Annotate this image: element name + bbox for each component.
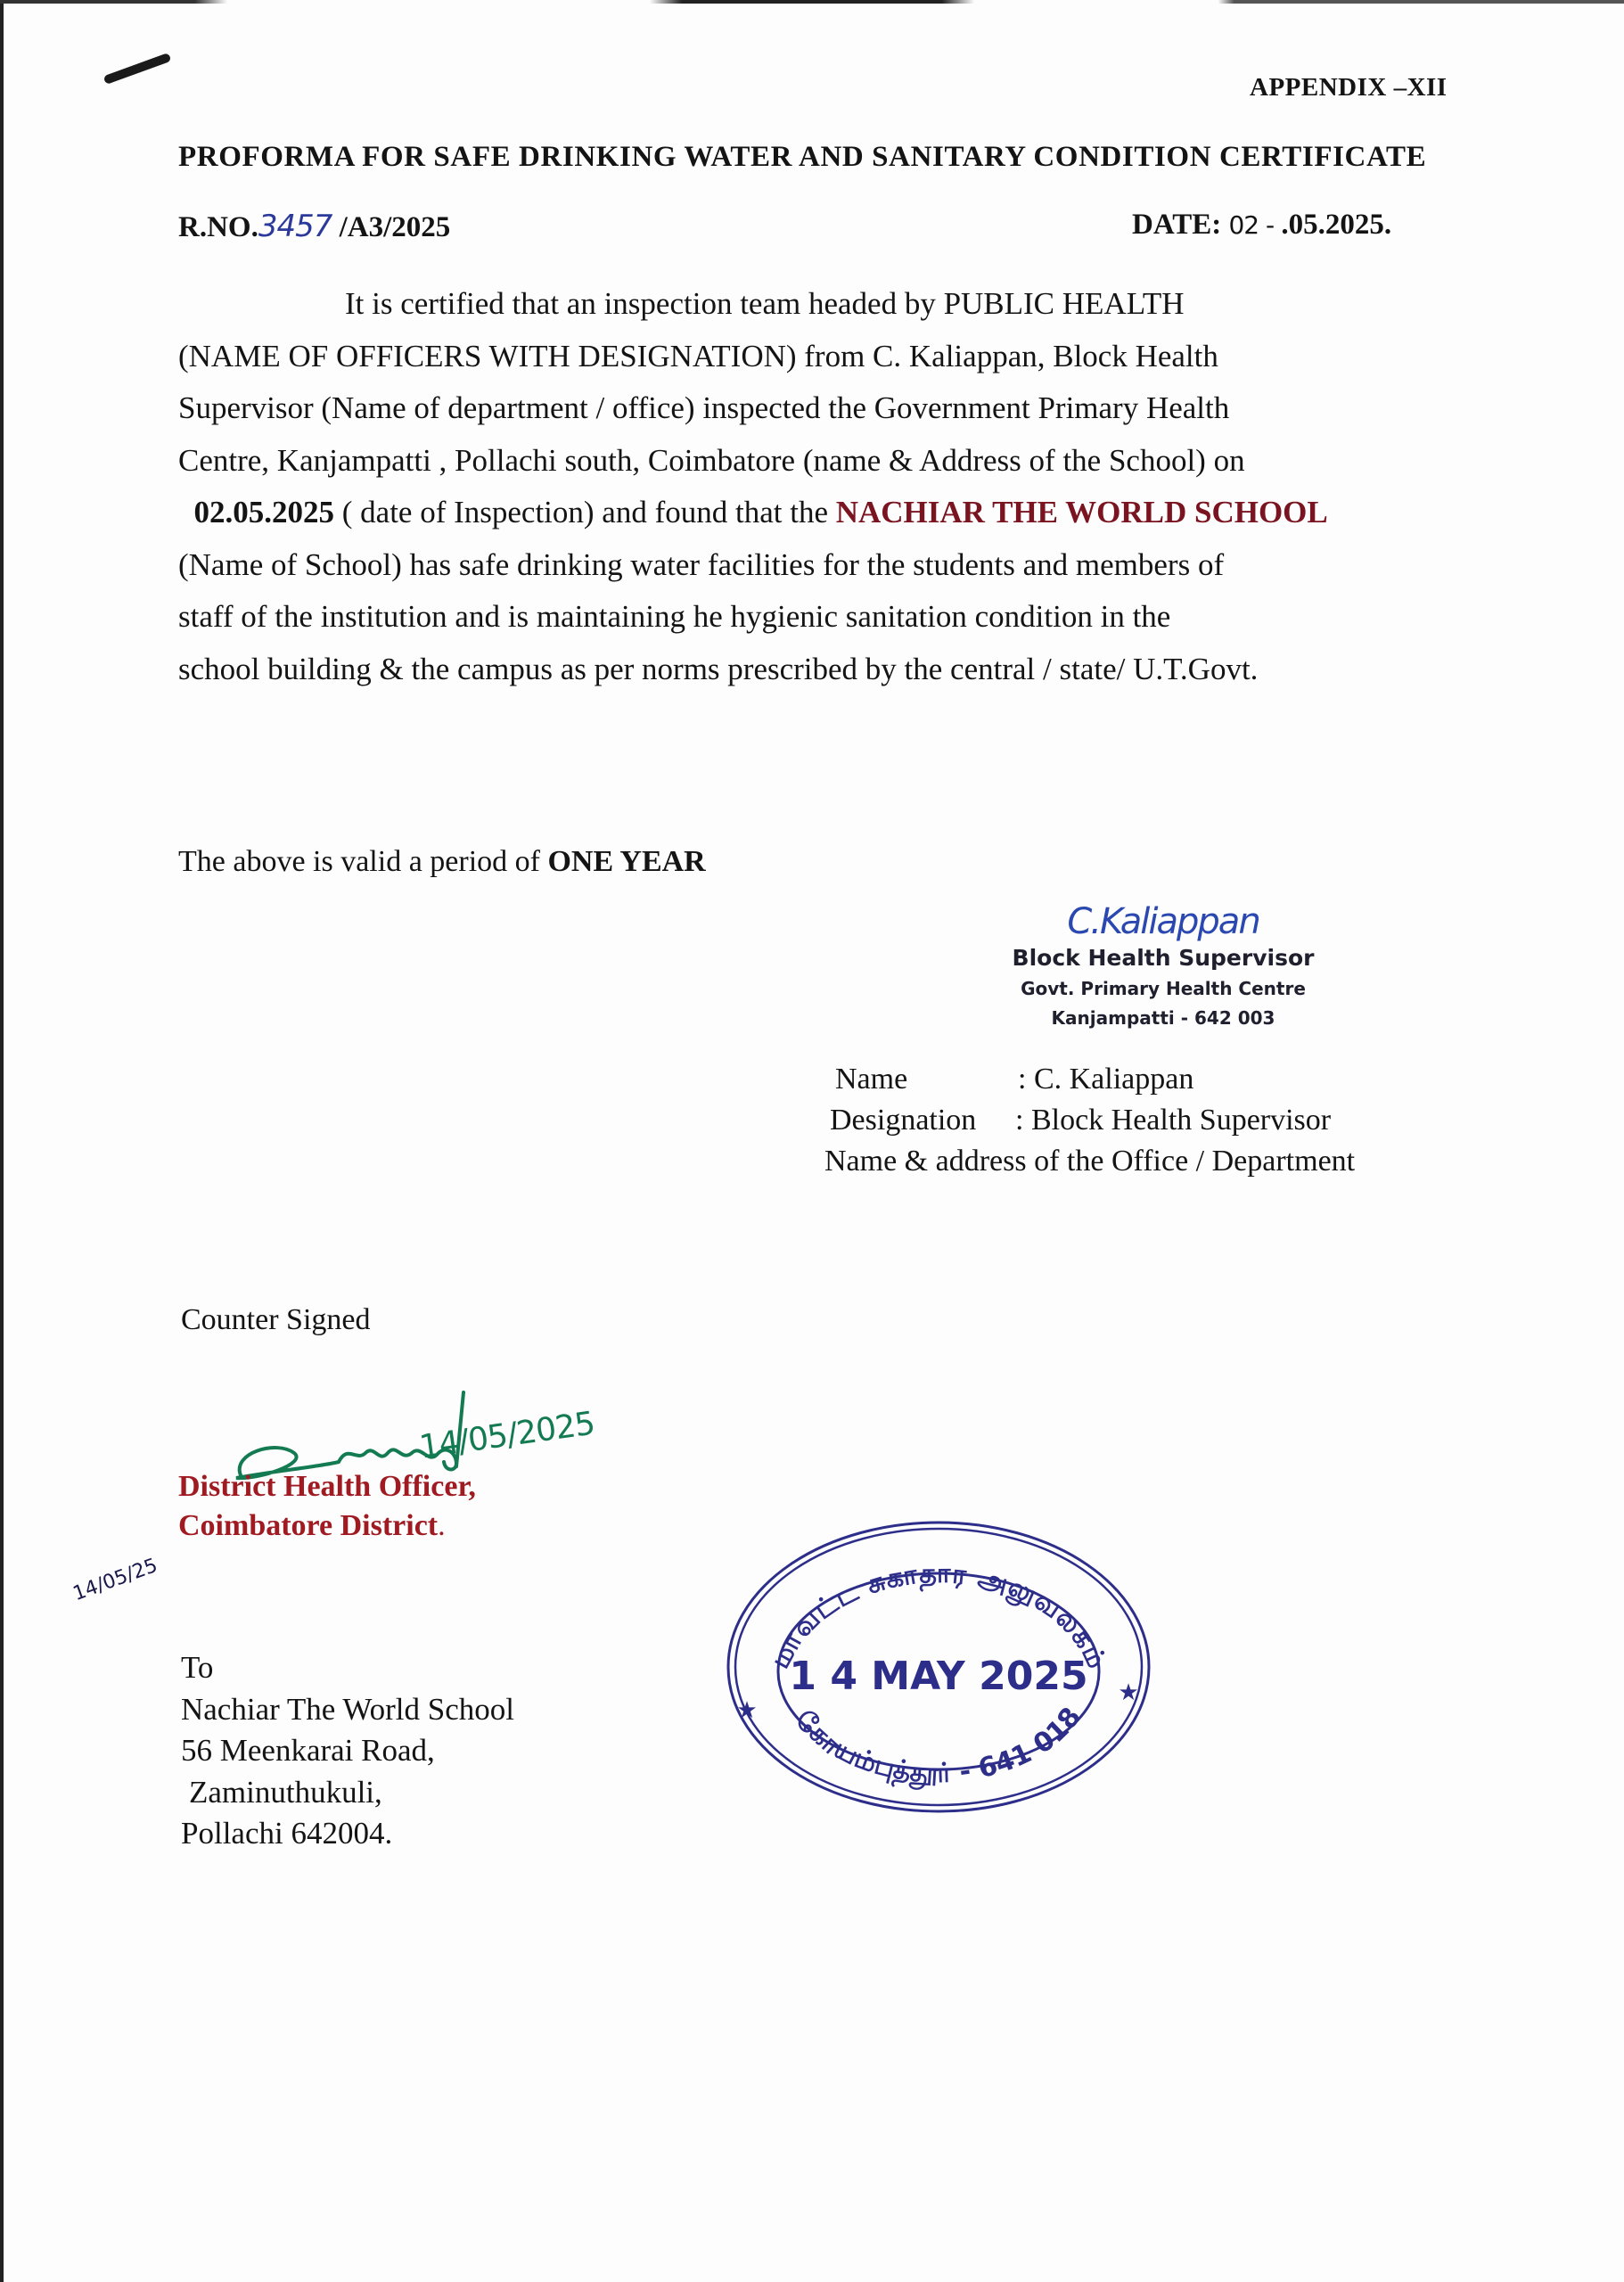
address-city: Pollachi 642004. — [181, 1816, 393, 1851]
date-handwritten: 02 - — [1228, 210, 1275, 240]
name-row — [824, 1059, 1355, 1100]
rno-prefix: R.NO. — [178, 211, 258, 243]
pen-mark — [103, 53, 172, 85]
validity-statement — [178, 845, 706, 879]
body-line-3: Supervisor (Name of department / office) inspected the Government Primary Health — [178, 390, 1230, 425]
body-line-5-mid: ( date of Inspection) and found that the — [334, 495, 836, 529]
body-line-2: (NAME OF OFFICERS WITH DESIGNATION) from C. Kaliappan, Block Health — [178, 338, 1218, 373]
stamp-bottom-text: கோயம்புத்தூர் - 641 018 — [789, 1701, 1087, 1790]
dho-title-line-1: District Health Officer, — [178, 1470, 476, 1503]
recipient-address — [181, 1647, 514, 1855]
body-line-6: (Name of School) has safe drinking water facilities for the students and members of — [178, 546, 1225, 582]
inspector-stamp-address: Kanjampatti - 642 003 — [1051, 1007, 1275, 1029]
stamp-star-right: ★ — [1118, 1679, 1139, 1706]
dho-title-line-2 — [178, 1506, 476, 1546]
school-name-highlight: NACHIAR THE WORLD SCHOOL — [835, 495, 1328, 529]
body-line-8: school building & the campus as per norms prescribed by the central / state/ U.T.Govt. — [178, 651, 1259, 686]
document-date — [1132, 209, 1391, 242]
inspection-date: 02.05.2025 — [193, 495, 334, 529]
stamp-top-text: மாவட்ட சுகாதார அலுவலகம் — [764, 1557, 1113, 1674]
name-label: Name — [835, 1063, 908, 1096]
inspector-signature: C.Kaliappan — [1067, 901, 1259, 942]
body-line-7: staff of the institution and is maintaining he hygienic sanitation condition in the — [178, 599, 1171, 634]
dho-title — [178, 1467, 476, 1546]
handwritten-initials: 14/05/25 — [70, 1554, 161, 1606]
scan-edge-left — [0, 0, 4, 2282]
address-street: 56 Meenkarai Road, — [181, 1733, 435, 1768]
inspector-signature-block — [976, 900, 1350, 1032]
stamp-date: 1 4 MAY 2025 — [789, 1654, 1088, 1699]
document-title: PROFORMA FOR SAFE DRINKING WATER AND SANITARY CONDITION CERTIFICATE — [178, 141, 1427, 173]
address-school-name: Nachiar The World School — [181, 1691, 514, 1727]
certificate-body — [178, 278, 1497, 695]
counter-signed-label: Counter Signed — [181, 1303, 371, 1336]
dho-period: . — [438, 1509, 446, 1542]
appendix-label: APPENDIX –XII — [1250, 73, 1448, 102]
inspector-stamp-office: Govt. Primary Health Centre — [1021, 978, 1306, 999]
validity-period: ONE YEAR — [547, 845, 706, 878]
inspector-stamp-title: Block Health Supervisor — [1012, 945, 1315, 971]
designation-label: Designation — [830, 1104, 977, 1137]
date-suffix: .05.2025. — [1274, 209, 1392, 241]
designation-row — [824, 1100, 1355, 1141]
address-locality: Zaminuthukuli, — [189, 1774, 382, 1810]
body-line-5 — [178, 487, 1497, 539]
inspector-details — [824, 1059, 1355, 1182]
validity-prefix: The above is valid a period of — [178, 845, 548, 878]
body-line-4: Centre, Kanjampatti , Pollachi south, Coimbatore (name & Address of the School) on — [178, 442, 1245, 478]
scan-edge-top — [0, 0, 1624, 4]
name-value: : C. Kaliappan — [1018, 1063, 1194, 1096]
date-prefix: DATE: — [1132, 209, 1229, 241]
rno-handwritten: 3457 — [258, 209, 332, 244]
reference-number — [178, 209, 450, 244]
address-to: To — [181, 1650, 214, 1685]
dho-district: Coimbatore District — [178, 1509, 439, 1542]
designation-value: : Block Health Supervisor — [1015, 1104, 1332, 1137]
body-line-1: It is certified that an inspection team headed by PUBLIC HEALTH — [345, 286, 1185, 321]
office-date-stamp — [720, 1511, 1157, 1814]
stamp-star-left: ★ — [736, 1697, 758, 1724]
dho-signature-date: 14/05/2025 — [417, 1405, 597, 1466]
office-row: Name & address of the Office / Department — [824, 1145, 1356, 1178]
rno-suffix: /A3/2025 — [332, 211, 451, 243]
